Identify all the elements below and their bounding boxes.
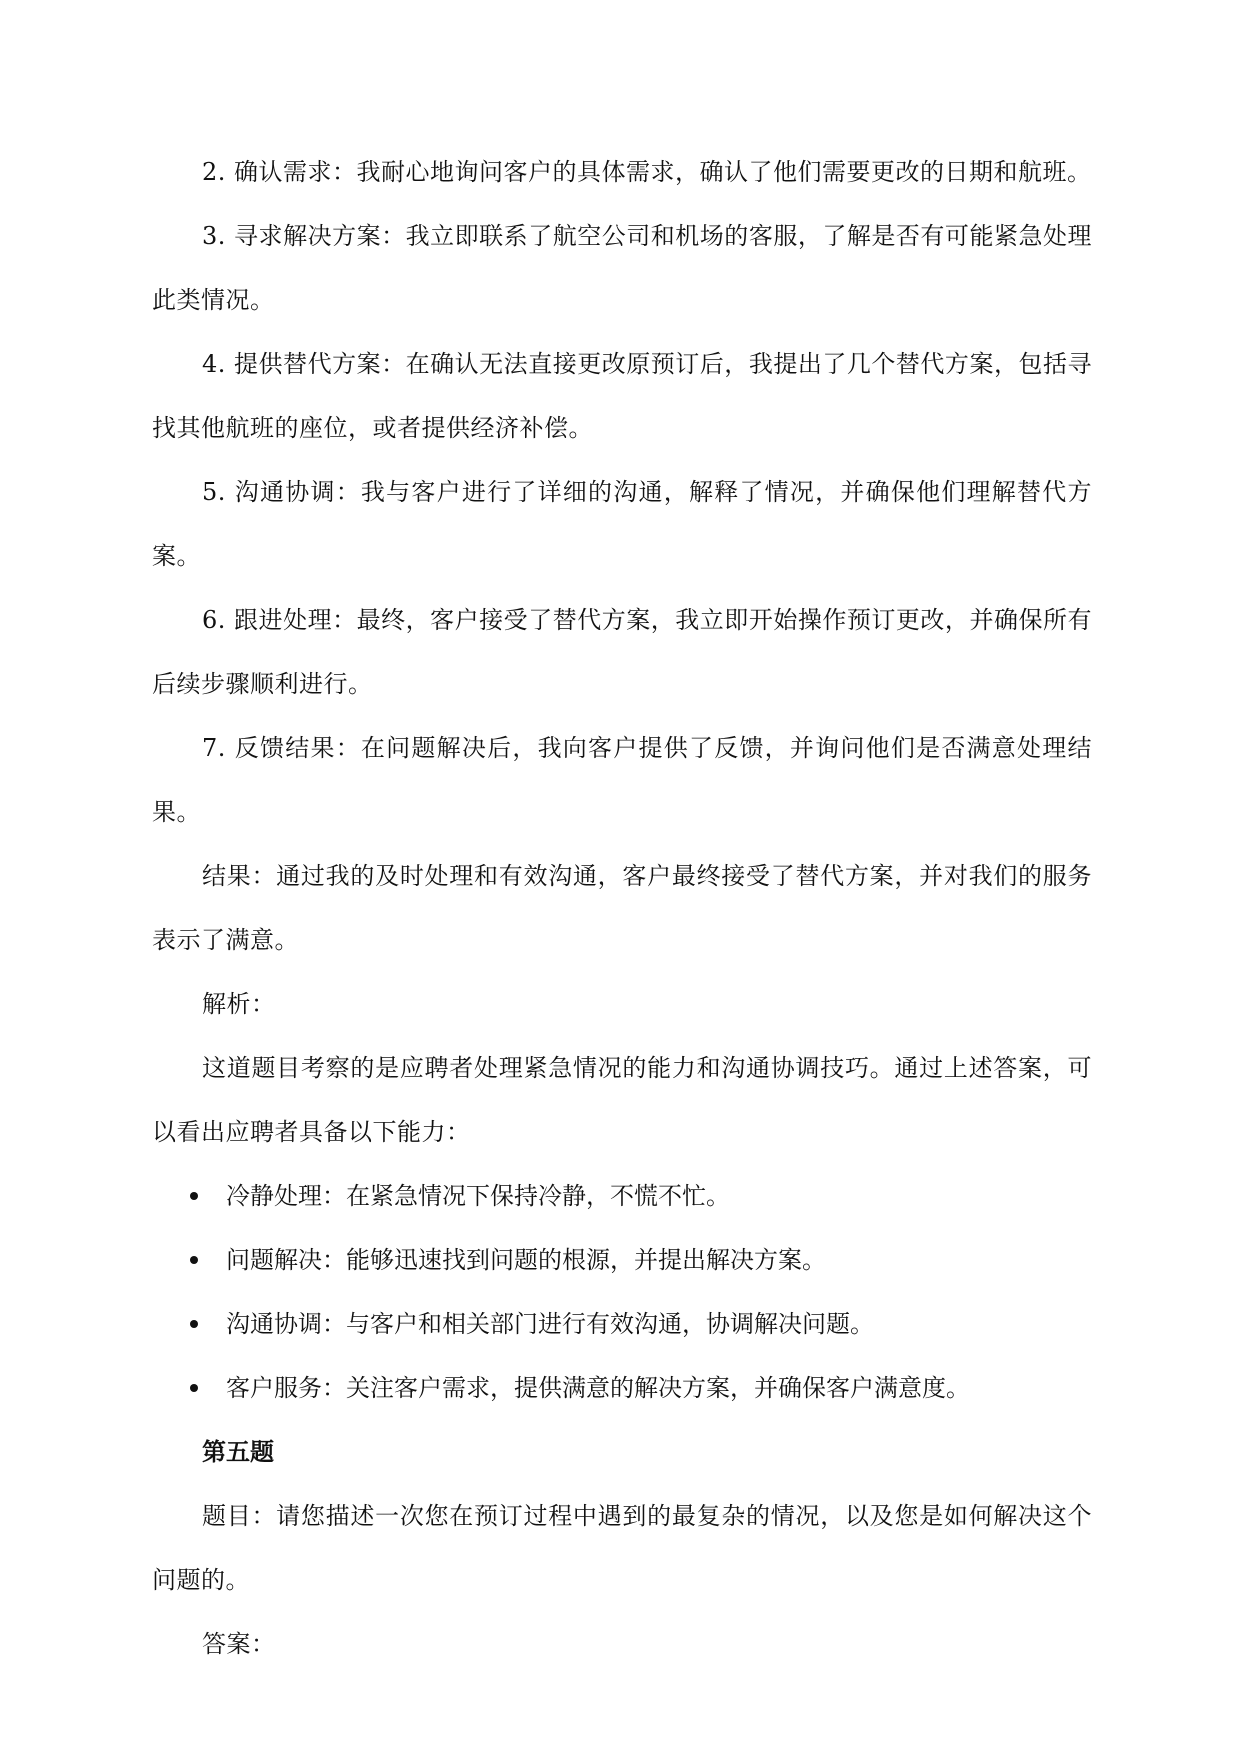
document-page — [152, 140, 1092, 1676]
paragraph-step-7: 7. 反馈结果：在问题解决后，我向客户提供了反馈，并询问他们是否满意处理结果。 — [152, 734, 1092, 826]
bullet-icon — [190, 1256, 198, 1264]
list-item — [152, 1228, 1092, 1292]
list-item-text: 沟通协调：与客户和相关部门进行有效沟通，协调解决问题。 — [226, 1310, 874, 1338]
section-heading: 第五题 — [202, 1438, 274, 1466]
paragraph-question: 题目：请您描述一次您在预订过程中遇到的最复杂的情况，以及您是如何解决这个问题的。 — [152, 1502, 1092, 1594]
bullet-icon — [190, 1192, 198, 1200]
list-item — [152, 1356, 1092, 1420]
list-item — [152, 1164, 1092, 1228]
paragraph-answer-label: 答案： — [202, 1630, 276, 1658]
list-item-text: 问题解决：能够迅速找到问题的根源，并提出解决方案。 — [226, 1246, 826, 1274]
paragraph-analysis-label: 解析： — [202, 990, 276, 1018]
paragraph-step-6: 6. 跟进处理：最终，客户接受了替代方案，我立即开始操作预订更改，并确保所有后续步骤顺利进行。 — [152, 606, 1092, 698]
paragraph-step-4: 4. 提供替代方案：在确认无法直接更改原预订后，我提出了几个替代方案，包括寻找其他航班的座位，或者提供经济补偿。 — [152, 350, 1092, 442]
list-item-text: 冷静处理：在紧急情况下保持冷静，不慌不忙。 — [226, 1182, 730, 1210]
list-item — [152, 1292, 1092, 1356]
paragraph-analysis: 这道题目考察的是应聘者处理紧急情况的能力和沟通协调技巧。通过上述答案，可以看出应聘者具备以下能力： — [152, 1054, 1092, 1146]
paragraph-result: 结果：通过我的及时处理和有效沟通，客户最终接受了替代方案，并对我们的服务表示了满意。 — [152, 862, 1092, 954]
paragraph-step-2: 2. 确认需求：我耐心地询问客户的具体需求，确认了他们需要更改的日期和航班。 — [202, 158, 1092, 186]
list-item-text: 客户服务：关注客户需求，提供满意的解决方案，并确保客户满意度。 — [226, 1374, 970, 1402]
paragraph-step-3: 3. 寻求解决方案：我立即联系了航空公司和机场的客服，了解是否有可能紧急处理此类情况。 — [152, 222, 1092, 314]
bullet-icon — [190, 1384, 198, 1392]
ability-list — [152, 1164, 1092, 1420]
bullet-icon — [190, 1320, 198, 1328]
paragraph-step-5: 5. 沟通协调：我与客户进行了详细的沟通，解释了情况，并确保他们理解替代方案。 — [152, 478, 1092, 570]
